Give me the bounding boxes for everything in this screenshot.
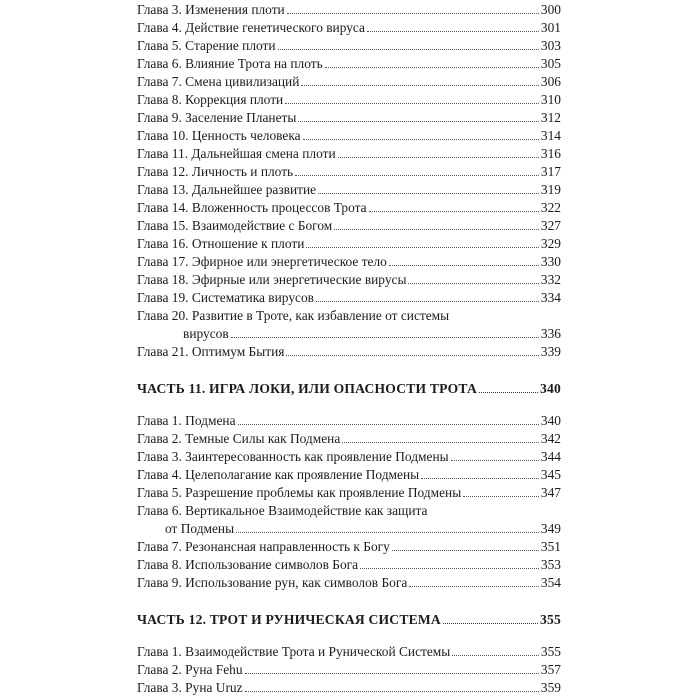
toc-entry-title: Глава 4. Целеполагание как проявление Подмены bbox=[137, 467, 420, 482]
dot-leader bbox=[369, 211, 539, 212]
toc-entry-title: Глава 9. Заселение Планеты bbox=[137, 110, 297, 125]
toc-entry-title: Глава 15. Взаимодействие с Богом bbox=[137, 218, 333, 233]
dot-leader bbox=[342, 442, 539, 443]
dot-leader bbox=[298, 121, 539, 122]
dot-leader bbox=[295, 175, 539, 176]
toc-entry-title: Глава 17. Эфирное или энергетическое тело bbox=[137, 254, 387, 269]
toc-entry-page: 332 bbox=[540, 272, 561, 287]
toc-entry-title: Глава 4. Действие генетического вируса bbox=[137, 20, 365, 35]
dot-leader bbox=[409, 586, 539, 587]
toc-entry bbox=[137, 447, 561, 465]
dot-leader bbox=[236, 532, 539, 533]
toc-entry-title: Глава 11. Дальнейшая смена плоти bbox=[137, 146, 336, 161]
dot-leader bbox=[287, 13, 539, 14]
toc-entry-title: Глава 5. Старение плоти bbox=[137, 38, 276, 53]
toc-entry-title: Глава 5. Разрешение проблемы как проявление Подмены bbox=[137, 485, 462, 500]
toc-entry bbox=[137, 234, 561, 252]
toc-entry bbox=[137, 483, 561, 501]
toc-entry bbox=[137, 198, 561, 216]
dot-leader bbox=[245, 673, 539, 674]
toc-entry-title: Глава 10. Ценность человека bbox=[137, 128, 301, 143]
dot-leader bbox=[286, 355, 538, 356]
toc-entry bbox=[137, 54, 561, 72]
toc-entry-page: 334 bbox=[540, 290, 561, 305]
toc-entry-title: от Подмены bbox=[165, 521, 235, 536]
toc-entry-title: Глава 7. Смена цивилизаций bbox=[137, 74, 300, 89]
dot-leader bbox=[301, 85, 539, 86]
toc-entry-page: 355 bbox=[540, 644, 561, 659]
toc-entry-title: вирусов bbox=[183, 326, 229, 341]
toc-entry bbox=[137, 72, 561, 90]
dot-leader bbox=[278, 49, 539, 50]
dot-leader bbox=[316, 301, 539, 302]
toc-entry-title: Глава 1. Взаимодействие Трота и Рунической Системы bbox=[137, 644, 451, 659]
toc-entry-page: 322 bbox=[540, 200, 561, 215]
toc-entry bbox=[137, 0, 561, 18]
toc-entry bbox=[137, 216, 561, 234]
toc-entry bbox=[137, 270, 561, 288]
toc-entry-chapter-20-line-2 bbox=[137, 324, 561, 342]
toc-entry-page: 330 bbox=[540, 254, 561, 269]
toc-entry-page: 301 bbox=[540, 20, 561, 35]
dot-leader bbox=[451, 460, 539, 461]
toc-entry-page: 329 bbox=[540, 236, 561, 251]
dot-leader bbox=[325, 67, 539, 68]
toc-entry-title: Глава 8. Коррекция плоти bbox=[137, 92, 284, 107]
toc-entry-page: 347 bbox=[540, 485, 561, 500]
dot-leader bbox=[463, 496, 539, 497]
toc-entry-title: Глава 16. Отношение к плоти bbox=[137, 236, 305, 251]
toc-entry-title: Глава 3. Руна Uruz bbox=[137, 680, 243, 695]
part-page: 355 bbox=[540, 612, 561, 627]
toc-entry-title: Глава 1. Подмена bbox=[137, 413, 236, 428]
toc-entry bbox=[137, 36, 561, 54]
toc-entry-chapter-6-line-1 bbox=[137, 501, 561, 519]
toc-entry bbox=[137, 465, 561, 483]
toc-entry-page: 349 bbox=[540, 521, 561, 536]
toc-entry-page: 314 bbox=[540, 128, 561, 143]
toc-entry-title: Глава 14. Вложенность процессов Трота bbox=[137, 200, 367, 215]
toc-entry bbox=[137, 429, 561, 447]
toc-entry-page: 312 bbox=[540, 110, 561, 125]
toc-entry bbox=[137, 126, 561, 144]
toc-entry-page: 359 bbox=[540, 680, 561, 695]
toc-entry bbox=[137, 537, 561, 555]
dot-leader bbox=[421, 478, 539, 479]
toc-entry-title: Глава 9. Использование рун, как символов Бога bbox=[137, 575, 408, 590]
toc-entry-title: Глава 3. Изменения плоти bbox=[137, 2, 285, 17]
toc-entry-page: 303 bbox=[540, 38, 561, 53]
toc-entry bbox=[137, 573, 561, 591]
dot-leader bbox=[303, 139, 539, 140]
toc-entry-title: Глава 8. Использование символов Бога bbox=[137, 557, 359, 572]
part-title: ЧАСТЬ 12. ТРОТ И РУНИЧЕСКАЯ СИСТЕМА bbox=[137, 612, 441, 627]
toc-entry-page: 342 bbox=[540, 431, 561, 446]
toc-block-3 bbox=[137, 537, 561, 591]
toc-entry-page: 316 bbox=[540, 146, 561, 161]
toc-entry-title: Глава 21. Оптимум Бытия bbox=[137, 344, 285, 359]
toc-entry-page: 345 bbox=[540, 467, 561, 482]
dot-leader bbox=[479, 392, 538, 393]
dot-leader bbox=[245, 691, 539, 692]
toc-entry-title: Глава 13. Дальнейшее развитие bbox=[137, 182, 317, 197]
dot-leader bbox=[338, 157, 539, 158]
dot-leader bbox=[306, 247, 539, 248]
toc-entry bbox=[137, 660, 561, 678]
toc-entry-title: Глава 19. Систематика вирусов bbox=[137, 290, 314, 305]
toc-entry bbox=[137, 180, 561, 198]
dot-leader bbox=[318, 193, 539, 194]
toc-entry-page: 340 bbox=[540, 413, 561, 428]
dot-leader bbox=[389, 265, 539, 266]
dot-leader bbox=[238, 424, 539, 425]
toc-entry-chapter-6-line-2 bbox=[137, 519, 561, 537]
toc-entry bbox=[137, 144, 561, 162]
toc-part-11 bbox=[137, 379, 561, 397]
toc-entry bbox=[137, 108, 561, 126]
dot-leader bbox=[334, 229, 539, 230]
part-title: ЧАСТЬ 11. ИГРА ЛОКИ, ИЛИ ОПАСНОСТИ ТРОТА bbox=[137, 381, 477, 396]
toc-entry-page: 354 bbox=[540, 575, 561, 590]
dot-leader bbox=[231, 337, 539, 338]
toc-block-1 bbox=[137, 0, 561, 306]
toc-entry-title: Глава 18. Эфирные или энергетические вирусы bbox=[137, 272, 407, 287]
dot-leader bbox=[285, 103, 539, 104]
toc-entry-title: Глава 3. Заинтересованность как проявление Подмены bbox=[137, 449, 449, 464]
part-page: 340 bbox=[540, 381, 561, 396]
toc-entry bbox=[137, 678, 561, 696]
dot-leader bbox=[392, 550, 539, 551]
toc-entry-page: 319 bbox=[540, 182, 561, 197]
dot-leader bbox=[367, 31, 539, 32]
toc-entry-title: Глава 2. Темные Силы как Подмена bbox=[137, 431, 341, 446]
dot-leader bbox=[452, 655, 539, 656]
toc-entry bbox=[137, 642, 561, 660]
toc-block-2 bbox=[137, 411, 561, 501]
toc-entry bbox=[137, 411, 561, 429]
toc-entry-page: 317 bbox=[540, 164, 561, 179]
dot-leader bbox=[360, 568, 539, 569]
toc-entry-chapter-21 bbox=[137, 342, 561, 360]
toc-part-12 bbox=[137, 610, 561, 628]
toc-entry-page: 339 bbox=[540, 344, 561, 359]
toc-entry bbox=[137, 90, 561, 108]
toc-entry bbox=[137, 162, 561, 180]
toc-entry-title: Глава 2. Руна Fehu bbox=[137, 662, 243, 677]
toc-entry-chapter-20-line-1 bbox=[137, 306, 561, 324]
toc-entry-page: 310 bbox=[540, 92, 561, 107]
toc-entry-title: Глава 12. Личность и плоть bbox=[137, 164, 294, 179]
toc-entry-page: 357 bbox=[540, 662, 561, 677]
toc-entry-page: 344 bbox=[540, 449, 561, 464]
toc-entry-title: Глава 7. Резонансная направленность к Богу bbox=[137, 539, 390, 554]
toc-entry-page: 306 bbox=[540, 74, 561, 89]
toc-entry bbox=[137, 288, 561, 306]
toc-entry-title: Глава 6. Влияние Трота на плоть bbox=[137, 56, 323, 71]
table-of-contents bbox=[137, 0, 561, 696]
toc-entry bbox=[137, 18, 561, 36]
toc-entry-page: 327 bbox=[540, 218, 561, 233]
toc-entry-title: Глава 6. Вертикальное Взаимодействие как защита bbox=[137, 503, 428, 518]
toc-entry-page: 305 bbox=[540, 56, 561, 71]
dot-leader bbox=[408, 283, 538, 284]
toc-block-4 bbox=[137, 642, 561, 696]
toc-entry bbox=[137, 252, 561, 270]
toc-entry bbox=[137, 555, 561, 573]
toc-entry-page: 300 bbox=[540, 2, 561, 17]
dot-leader bbox=[443, 623, 538, 624]
toc-entry-page: 351 bbox=[540, 539, 561, 554]
toc-entry-page: 336 bbox=[540, 326, 561, 341]
toc-entry-page: 353 bbox=[540, 557, 561, 572]
toc-entry-title: Глава 20. Развитие в Троте, как избавление от системы bbox=[137, 308, 450, 323]
